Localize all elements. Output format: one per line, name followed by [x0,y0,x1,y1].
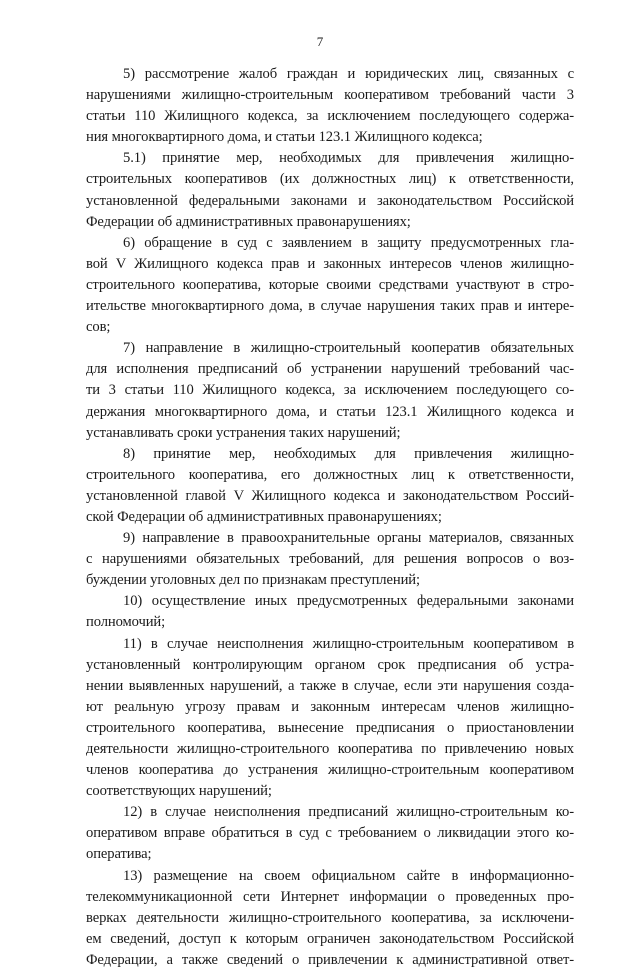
text-line: вой V Жилищного кодекса прав и законных интересов членов жилищно- [86,255,574,272]
paragraph [86,338,574,443]
paragraph [86,64,574,148]
paragraph [86,148,574,232]
text-line: сов; [86,319,111,336]
text-line: соответствующих нарушений; [86,783,272,800]
text-line: 5) рассмотрение жалоб граждан и юридических лиц, связанных с [123,66,574,82]
text-line: устанавливать сроки устранения таких нарушений; [86,424,401,441]
text-line: строительных кооперативов (их должностных лиц) к ответственности, [86,171,574,188]
text-line: нении выявленных нарушений, а также в случае, если эти нарушения созда- [86,677,574,694]
text-line: ем сведений, доступ к которым ограничен законодательством Российской [86,930,574,947]
text-line: держания многоквартирного дома, и статьи 123.1 Жилищного кодекса и [86,403,574,420]
paragraph [86,528,574,591]
text-line: буждении уголовных дел по признакам преступлений; [86,572,420,589]
text-line: установленный контролирующим органом срок предписания об устра- [86,656,574,673]
text-line: ти 3 статьи 110 Жилищного кодекса, за исключением последующего со- [86,382,574,399]
text-line: 7) направление в жилищно-строительный кооператив обязательных [123,340,574,357]
text-line: нарушениями жилищно-строительным кооперативом требований части 3 [86,87,574,104]
text-line: установленной федеральными законами и законодательством Российской [86,192,574,209]
paragraph [86,591,574,633]
paragraph [86,866,574,971]
text-line: 13) размещение на своем официальном сайте в информационно- [123,867,574,884]
text-line: строительного кооператива, которые своими средствами участвуют в стро- [86,276,574,293]
text-line: членов кооператива до устранения жилищно-строительным кооперативом [86,762,574,779]
document-body [86,64,574,971]
text-line: с нарушениями обязательных требований, для решения вопросов о воз- [86,551,574,568]
text-line: Федерации, а также сведений о привлечении к административной ответ- [86,951,574,968]
text-line: 10) осуществление иных предусмотренных федеральными законами [123,593,574,610]
text-line: 11) в случае неисполнения жилищно-строительным кооперативом в [123,635,574,652]
text-line: ительстве многоквартирного дома, в случае нарушения таких прав и интере- [86,298,574,315]
paragraph [86,444,574,528]
text-line: 12) в случае неисполнения предписаний жилищно-строительным ко- [123,804,574,821]
text-line: для исполнения предписаний об устранении нарушений требований час- [86,361,574,378]
text-line: 8) принятие мер, необходимых для привлечения жилищно- [123,445,574,462]
text-line: верках деятельности жилищно-строительного кооператива, за исключени- [86,909,574,926]
text-line: полномочий; [86,614,166,631]
text-line: 6) обращение в суд с заявлением в защиту предусмотренных гла- [123,234,574,251]
text-line: Федерации об административных правонарушениях; [86,213,411,230]
paragraph [86,233,574,338]
text-line: оперативом вправе обратиться в суд с требованием о ликвидации этого ко- [86,825,574,842]
text-line: ют реальную угрозу правам и законным интересам членов жилищно- [86,698,574,715]
text-line: телекоммуникационной сети Интернет информации о проведенных про- [86,888,574,905]
text-line: строительного кооператива, его должностных лиц к ответственности, [86,466,574,483]
paragraph [86,634,574,803]
text-line: ния многоквартирного дома, и статьи 123.1 Жилищного кодекса; [86,129,483,146]
text-line: статьи 110 Жилищного кодекса, за исключением последующего содержа- [86,108,574,125]
text-line: деятельности жилищно-строительного кооператива по привлечению новых [86,741,574,757]
text-line: 9) направление в правоохранительные органы материалов, связанных [123,530,574,547]
text-line: оператива; [86,846,152,863]
text-line: строительного кооператива, вынесение предписания о приостановлении [86,719,574,736]
text-line: 5.1) принятие мер, необходимых для привлечения жилищно- [123,150,574,167]
paragraph [86,802,574,865]
page-number: 7 [316,34,324,49]
text-line: установленной главой V Жилищного кодекса и законодательством Россий- [86,487,574,504]
text-line: ской Федерации об административных правонарушениях; [86,508,442,525]
